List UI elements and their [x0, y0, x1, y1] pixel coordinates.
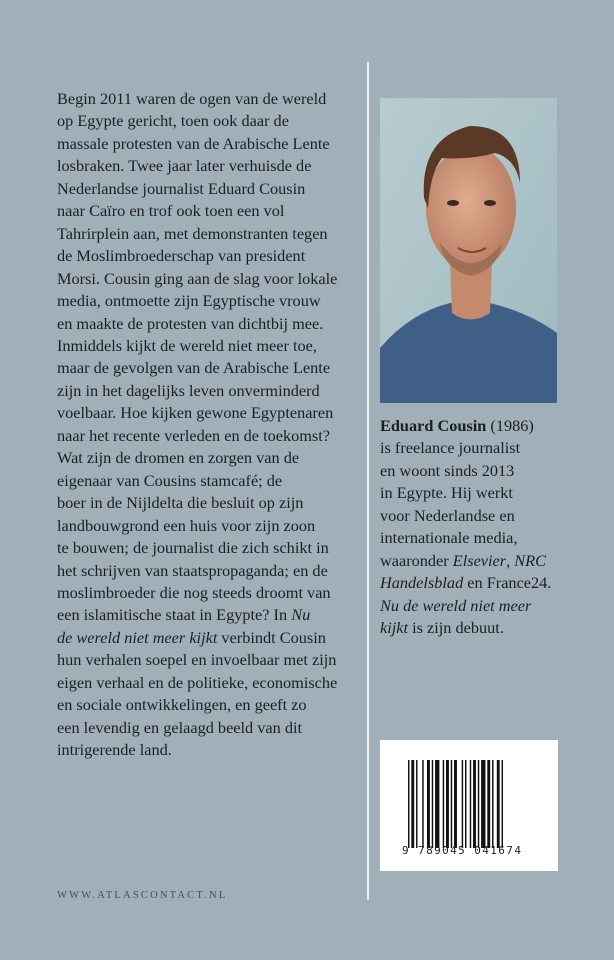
- bio-text: waaronder: [380, 550, 453, 570]
- bio-line: is freelance journalist: [380, 438, 521, 458]
- blurb-line: [57, 380, 362, 402]
- barcode-bar: [422, 760, 423, 848]
- blurb-text: naar het recente verleden en de toekomst?: [57, 425, 331, 445]
- blurb-line: [57, 245, 362, 267]
- barcode-bar: [481, 760, 485, 848]
- bio-line: in Egypte. Hij werkt: [380, 483, 513, 503]
- blurb-line: [57, 178, 362, 200]
- blurb-text: [57, 88, 362, 762]
- bio-line: [380, 617, 610, 639]
- blurb-line: [57, 537, 362, 559]
- bio-text: is zijn debuut.: [408, 618, 504, 638]
- blurb-text: en maakte de protesten van dichtbij mee.: [57, 313, 324, 333]
- author-birth-year: (1986): [486, 416, 534, 435]
- bio-line: [380, 550, 610, 572]
- blurb-text: naar Caïro en trof ook toen een vol: [57, 201, 285, 221]
- barcode-bar: [497, 760, 500, 848]
- blurb-line: [57, 627, 362, 649]
- blurb-line: [57, 313, 362, 335]
- blurb-line: [57, 492, 362, 514]
- media-elsevier: Elsevier: [452, 550, 507, 570]
- blurb-text: massale protesten van de Arabische Lente: [57, 133, 330, 153]
- blurb-line: [57, 470, 362, 492]
- blurb-text: Wat zijn de dromen en zorgen van de: [57, 448, 300, 468]
- blurb-text: moslimbroeder die nog steeds droomt van: [57, 582, 331, 602]
- blurb-text: hun verhalen soepel en invoelbaar met zijn: [57, 650, 337, 670]
- blurb-text: losbraken. Twee jaar later verhuisde de: [57, 156, 312, 176]
- blurb-line: [57, 672, 362, 694]
- blurb-line: [57, 223, 362, 245]
- isbn-number: 9 789045 041674: [402, 844, 523, 857]
- barcode-bar: [443, 760, 444, 848]
- barcode-bar: [435, 760, 439, 848]
- blurb-text: het schrijven van staatspropaganda; en de: [57, 560, 328, 580]
- blurb-text: Inmiddels kijkt de wereld niet meer toe,: [57, 335, 317, 355]
- blurb-text: intrigerende land.: [57, 740, 172, 760]
- barcode-bar: [427, 760, 430, 848]
- author-bio: [380, 415, 610, 640]
- barcode-bar: [502, 760, 503, 848]
- bio-line: en woont sinds 2013: [380, 460, 515, 480]
- blurb-text: zijn in het dagelijks leven onverminderd: [57, 380, 320, 400]
- blurb-line: [57, 560, 362, 582]
- blurb-text: voelbaar. Hoe kijken gewone Egyptenaren: [57, 403, 334, 423]
- barcode-bar: [408, 760, 409, 848]
- publisher-website[interactable]: WWW.ATLASCONTACT.NL: [57, 890, 228, 901]
- book-title-italic: de wereld niet meer kijkt: [57, 627, 218, 647]
- book-title-italic: Nu: [291, 605, 311, 625]
- blurb-text: op Egypte gericht, toen ook daar de: [57, 111, 289, 131]
- blurb-text: Morsi. Cousin ging aan de slag voor lokale: [57, 268, 338, 288]
- blurb-text: eigen verhaal en de politieke, economische: [57, 672, 338, 692]
- barcode-bar: [432, 760, 433, 848]
- barcode-bar: [454, 760, 457, 848]
- blurb-text: eigenaar van Cousins stamcafé; de: [57, 470, 283, 490]
- blurb-text: te bouwen; de journalist die zich schikt in: [57, 538, 329, 558]
- blurb-text: maar de gevolgen van de Arabische Lente: [57, 358, 331, 378]
- blurb-text: landbouwgrond een huis voor zijn zoon: [57, 515, 316, 535]
- barcode-bars: [408, 760, 536, 848]
- barcode-bar: [451, 760, 452, 848]
- blurb-text: verbindt Cousin: [217, 627, 326, 647]
- barcode-bar: [492, 760, 493, 848]
- blurb-line: [57, 515, 362, 537]
- book-title-end: kijkt: [380, 618, 409, 638]
- blurb-text: de Moslimbroederschap van president: [57, 246, 306, 266]
- blurb-line: [57, 649, 362, 671]
- blurb-line: [57, 694, 362, 716]
- blurb-text: en sociale ontwikkelingen, en geeft zo: [57, 695, 307, 715]
- blurb-line: [57, 200, 362, 222]
- book-title: Nu de wereld niet meer: [380, 595, 532, 615]
- barcode-bar: [470, 760, 471, 848]
- barcode-bar: [478, 760, 479, 848]
- barcode-bar: [465, 760, 466, 848]
- blurb-line: [57, 290, 362, 312]
- barcode-bar: [462, 760, 463, 848]
- blurb-text: Begin 2011 waren de ogen van de wereld: [57, 89, 327, 108]
- barcode-bar: [416, 760, 417, 848]
- blurb-text: media, ontmoette zijn Egyptische vrouw: [57, 291, 321, 311]
- blurb-line: [57, 582, 362, 604]
- blurb-line: [57, 133, 362, 155]
- bio-line: voor Nederlandse en: [380, 505, 515, 525]
- blurb-line: [57, 604, 362, 626]
- blurb-line: [57, 402, 362, 424]
- barcode-bar: [411, 760, 414, 848]
- barcode-bar: [446, 760, 449, 848]
- bio-text: en France24.: [463, 573, 552, 593]
- author-name: Eduard Cousin: [380, 416, 487, 435]
- blurb-line: [57, 739, 362, 761]
- blurb-line: [57, 717, 362, 739]
- blurb-line: [57, 88, 362, 110]
- barcode-bar: [473, 760, 476, 848]
- blurb-line: [57, 268, 362, 290]
- blurb-line: [57, 425, 362, 447]
- media-nrc: NRC: [514, 550, 546, 570]
- blurb-text: boer in de Nijldelta die besluit op zijn: [57, 493, 304, 513]
- bio-text: ,: [506, 550, 515, 570]
- blurb-line: [57, 357, 362, 379]
- blurb-line: [57, 155, 362, 177]
- blurb-line: [57, 335, 362, 357]
- isbn-barcode: [380, 740, 558, 871]
- column-divider: [367, 62, 369, 900]
- media-handelsblad: Handelsblad: [380, 573, 464, 593]
- blurb-line: [57, 110, 362, 132]
- barcode-bar: [487, 760, 490, 848]
- blurb-text: een islamitische staat in Egypte? In: [57, 605, 292, 625]
- blurb-line: [57, 447, 362, 469]
- blurb-text: Tahrirplein aan, met demonstranten tegen: [57, 223, 328, 243]
- author-photo: [380, 98, 557, 403]
- blurb-text: Nederlandse journalist Eduard Cousin: [57, 178, 306, 198]
- bio-line: internationale media,: [380, 528, 518, 548]
- blurb-text: een levendig en gelaagd beeld van dit: [57, 717, 303, 737]
- bio-line: [380, 572, 610, 594]
